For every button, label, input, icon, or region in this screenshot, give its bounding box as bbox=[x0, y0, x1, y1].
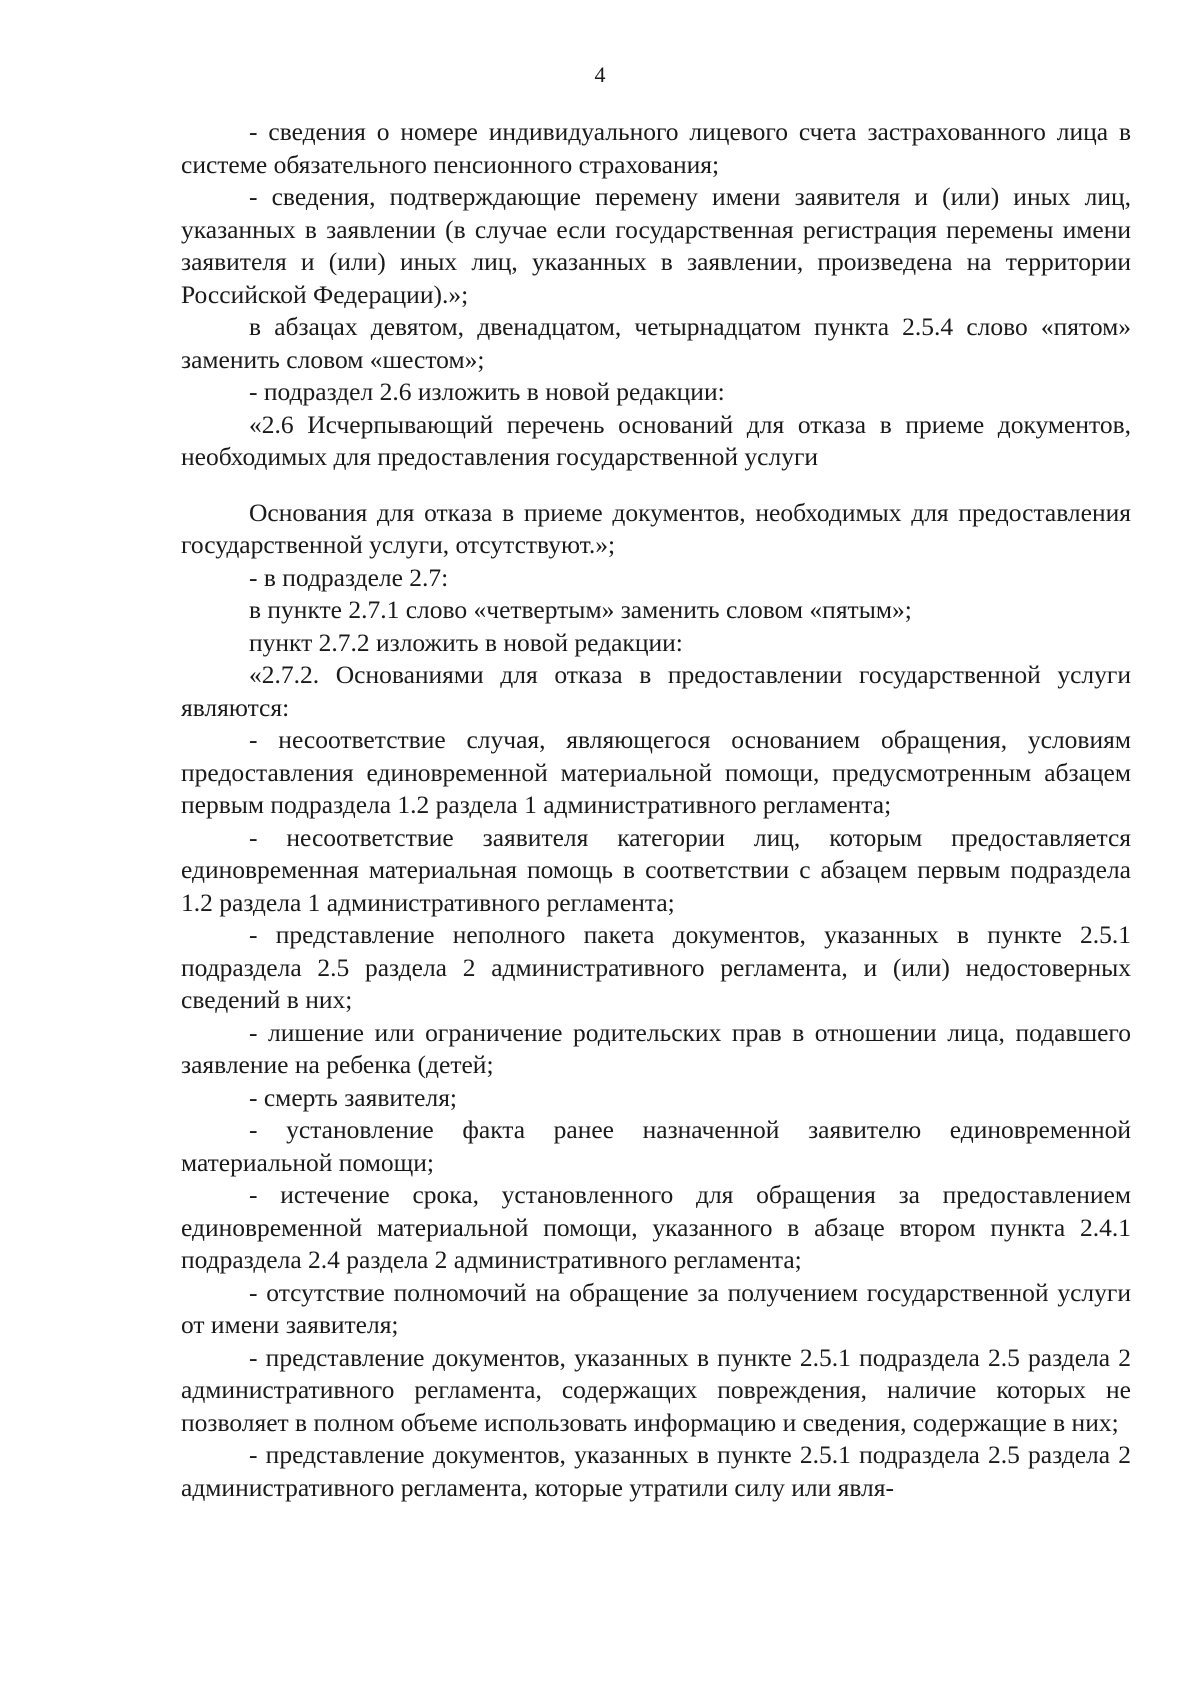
paragraph: в абзацах девятом, двенадцатом, четырнадцатом пункта 2.5.4 слово «пятом» заменить словом «шестом»; bbox=[181, 312, 1131, 374]
list-item: - представление документов, указанных в пункте 2.5.1 подраздела 2.5 раздела 2 административного регламента, содержащих повреждения, наличие которых не позволяет в полном объеме использовать информацию и сведения, содержащие в них; bbox=[181, 1342, 1131, 1437]
list-item: - установление факта ранее назначенной заявителю единовременной материальной помощи; bbox=[181, 1115, 1131, 1177]
paragraph: - подраздел 2.6 изложить в новой редакции: bbox=[249, 377, 725, 406]
list-item: - несоответствие заявителя категории лиц, которым предоставляется единовременная материальная помощь в соответствии с абзацем первым подраздела 1.2 раздела 1 административного регламента; bbox=[181, 822, 1131, 917]
page-number: 4 bbox=[594, 62, 606, 87]
paragraph: - сведения о номере индивидуального лицевого счета застрахованного лица в системе обязательного пенсионного страхования; bbox=[181, 117, 1131, 179]
list-item: - несоответствие случая, являющегося основанием обращения, условиям предоставления единовременной материальной помощи, предусмотренным абзацем первым подраздела 1.2 раздела 1 административного регламента; bbox=[181, 725, 1131, 819]
paragraph: пункт 2.7.2 изложить в новой редакции: bbox=[249, 627, 683, 657]
list-item: - истечение срока, установленного для обращения за предоставлением единовременной материальной помощи, указанного в абзаце втором пункта 2.4.1 подраздела 2.4 раздела 2 административного регламента; bbox=[181, 1180, 1131, 1274]
section-heading: «2.6 Исчерпывающий перечень оснований для отказа в приеме документов, необходимых для предоставления государственной услуги bbox=[181, 409, 1131, 471]
document-body bbox=[181, 116, 1131, 1504]
paragraph: «2.7.2. Основаниями для отказа в предоставлении государственной услуги являются: bbox=[181, 660, 1131, 722]
paragraph: - сведения, подтверждающие перемену имени заявителя и (или) иных лиц, указанных в заявлении (в случае если государственная регистрация перемены имени заявителя и (или) иных лиц, указанных в заявлении, произведена на территории Российской Федерации).»; bbox=[181, 182, 1131, 309]
list-item: - смерть заявителя; bbox=[249, 1082, 458, 1112]
list-item: - отсутствие полномочий на обращение за получением государственной услуги от имени заявителя; bbox=[181, 1277, 1131, 1339]
paragraph: - в подразделе 2.7: bbox=[249, 562, 449, 592]
paragraph: в пункте 2.7.1 слово «четвертым» заменить словом «пятым»; bbox=[249, 595, 912, 624]
list-item: - представление неполного пакета документов, указанных в пункте 2.5.1 подраздела 2.5 раздела 2 административного регламента, и (или) недостоверных сведений в них; bbox=[181, 920, 1131, 1014]
paragraph: Основания для отказа в приеме документов, необходимых для предоставления государственной услуги, отсутствуют.»; bbox=[181, 497, 1131, 559]
list-item: - представление документов, указанных в пункте 2.5.1 подраздела 2.5 раздела 2 административного регламента, которые утратили силу или явля- bbox=[181, 1440, 1131, 1502]
list-item: - лишение или ограничение родительских прав в отношении лица, подавшего заявление на ребенка (детей; bbox=[181, 1017, 1131, 1079]
